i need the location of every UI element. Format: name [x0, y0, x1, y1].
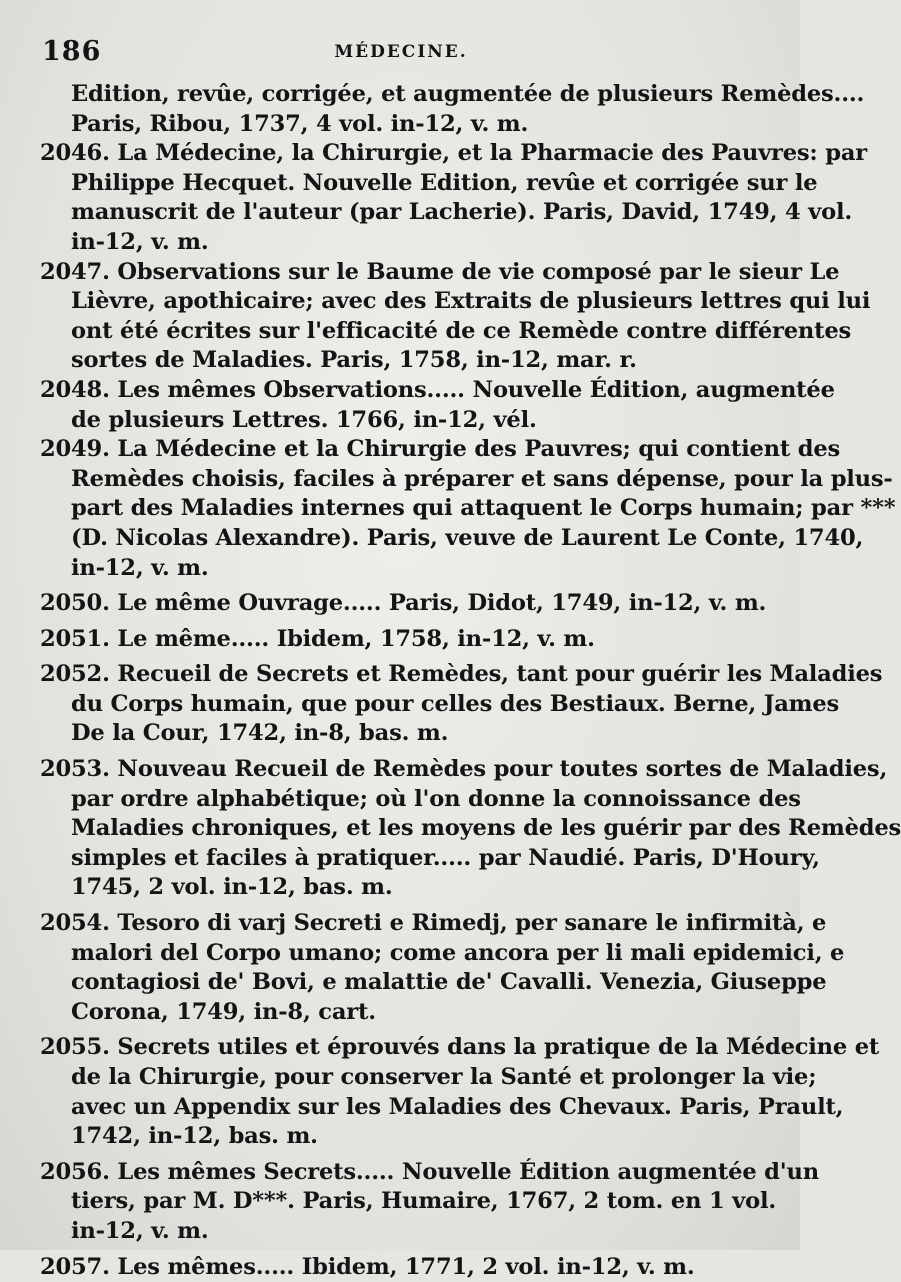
- entry-continuation-line: (D. Nicolas Alexandre). Paris, veuve de Laurent Le Conte, 1740,: [71, 524, 864, 551]
- entry-continuation-line: manuscrit de l'auteur (par Lacherie). Paris, David, 1749, 4 vol.: [71, 199, 853, 226]
- entry-continuation-line: part des Maladies internes qui attaquent le Corps humain; par ***: [71, 495, 896, 522]
- entry-first-line: 2047. Observations sur le Baume de vie composé par le sieur Le: [40, 258, 840, 285]
- entry-continuation-line: Lièvre, apothicaire; avec des Extraits de plusieurs lettres qui lui: [71, 288, 871, 315]
- entry-continuation-line: 1745, 2 vol. in-12, bas. m.: [71, 874, 393, 901]
- entry-continuation-line: de plusieurs Lettres. 1766, in-12, vél.: [71, 406, 537, 433]
- running-head: MÉDECINE.: [334, 42, 468, 62]
- entry-continuation-line: simples et faciles à pratiquer..... par Naudié. Paris, D'Houry,: [71, 844, 820, 871]
- entry-first-line: 2053. Nouveau Recueil de Remèdes pour toutes sortes de Maladies,: [40, 756, 888, 783]
- entry-first-line: 2048. Les mêmes Observations..... Nouvelle Édition, augmentée: [40, 376, 835, 403]
- entry-continuation-line: avec un Appendix sur les Maladies des Chevaux. Paris, Prault,: [71, 1093, 844, 1120]
- entry-first-line: 2046. La Médecine, la Chirurgie, et la Pharmacie des Pauvres: par: [40, 140, 867, 167]
- page-number: 186: [42, 36, 102, 67]
- entry-continuation-line: Edition, revûe, corrigée, et augmentée de plusieurs Remèdes....: [71, 81, 865, 107]
- entry-continuation-line: Maladies chroniques, et les moyens de les guérir par des Remèdes: [71, 815, 901, 842]
- entry-continuation-line: sortes de Maladies. Paris, 1758, in-12, mar. r.: [71, 347, 637, 374]
- entry-continuation-line: par ordre alphabétique; où l'on donne la connoissance des: [71, 785, 801, 812]
- entry-continuation-line: Paris, Ribou, 1737, 4 vol. in-12, v. m.: [71, 110, 529, 137]
- entry-first-line: 2049. La Médecine et la Chirurgie des Pauvres; qui contient des: [40, 436, 841, 463]
- entry-continuation-line: de la Chirurgie, pour conserver la Santé et prolonger la vie;: [71, 1064, 817, 1090]
- entry-continuation-line: in-12, v. m.: [71, 554, 209, 581]
- entry-continuation-line: in-12, v. m.: [71, 228, 209, 255]
- entry-first-line: 2057. Les mêmes..... Ibidem, 1771, 2 vol. in-12, v. m.: [40, 1253, 695, 1280]
- entry-continuation-line: in-12, v. m.: [71, 1217, 209, 1244]
- entry-continuation-line: 1742, in-12, bas. m.: [71, 1123, 318, 1150]
- entry-continuation-line: du Corps humain, que pour celles des Bestiaux. Berne, James: [71, 690, 840, 717]
- entry-first-line: 2054. Tesoro di varj Secreti e Rimedj, per sanare le infirmità, e: [40, 910, 827, 937]
- entry-continuation-line: Philippe Hecquet. Nouvelle Edition, revûe et corrigée sur le: [71, 169, 818, 196]
- catalogue-entries: [40, 80, 901, 1282]
- entry-first-line: 2050. Le même Ouvrage..... Paris, Didot, 1749, in-12, v. m.: [40, 590, 767, 617]
- entry-first-line: 2052. Recueil de Secrets et Remèdes, tant pour guérir les Maladies: [40, 661, 883, 688]
- entry-continuation-line: De la Cour, 1742, in-8, bas. m.: [71, 720, 449, 747]
- page-header: [40, 36, 762, 80]
- entry-first-line: 2051. Le même..... Ibidem, 1758, in-12, v. m.: [40, 625, 595, 652]
- entry-continuation-line: malori del Corpo umano; come ancora per li mali epidemici, e: [71, 939, 845, 966]
- entry-first-line: 2056. Les mêmes Secrets..... Nouvelle Édition augmentée d'un: [40, 1158, 819, 1185]
- entry-continuation-line: tiers, par M. D***. Paris, Humaire, 1767, 2 tom. en 1 vol.: [71, 1188, 776, 1215]
- entry-continuation-line: Remèdes choisis, faciles à préparer et sans dépense, pour la plus-: [71, 465, 893, 492]
- entry-continuation-line: ont été écrites sur l'efficacité de ce Remède contre différentes: [71, 317, 852, 344]
- entry-continuation-line: contagiosi de' Bovi, e malattie de' Cavalli. Venezia, Giuseppe: [71, 969, 827, 996]
- entry-first-line: 2055. Secrets utiles et éprouvés dans la pratique de la Médecine et: [40, 1034, 880, 1061]
- entry-continuation-line: Corona, 1749, in-8, cart.: [71, 998, 376, 1025]
